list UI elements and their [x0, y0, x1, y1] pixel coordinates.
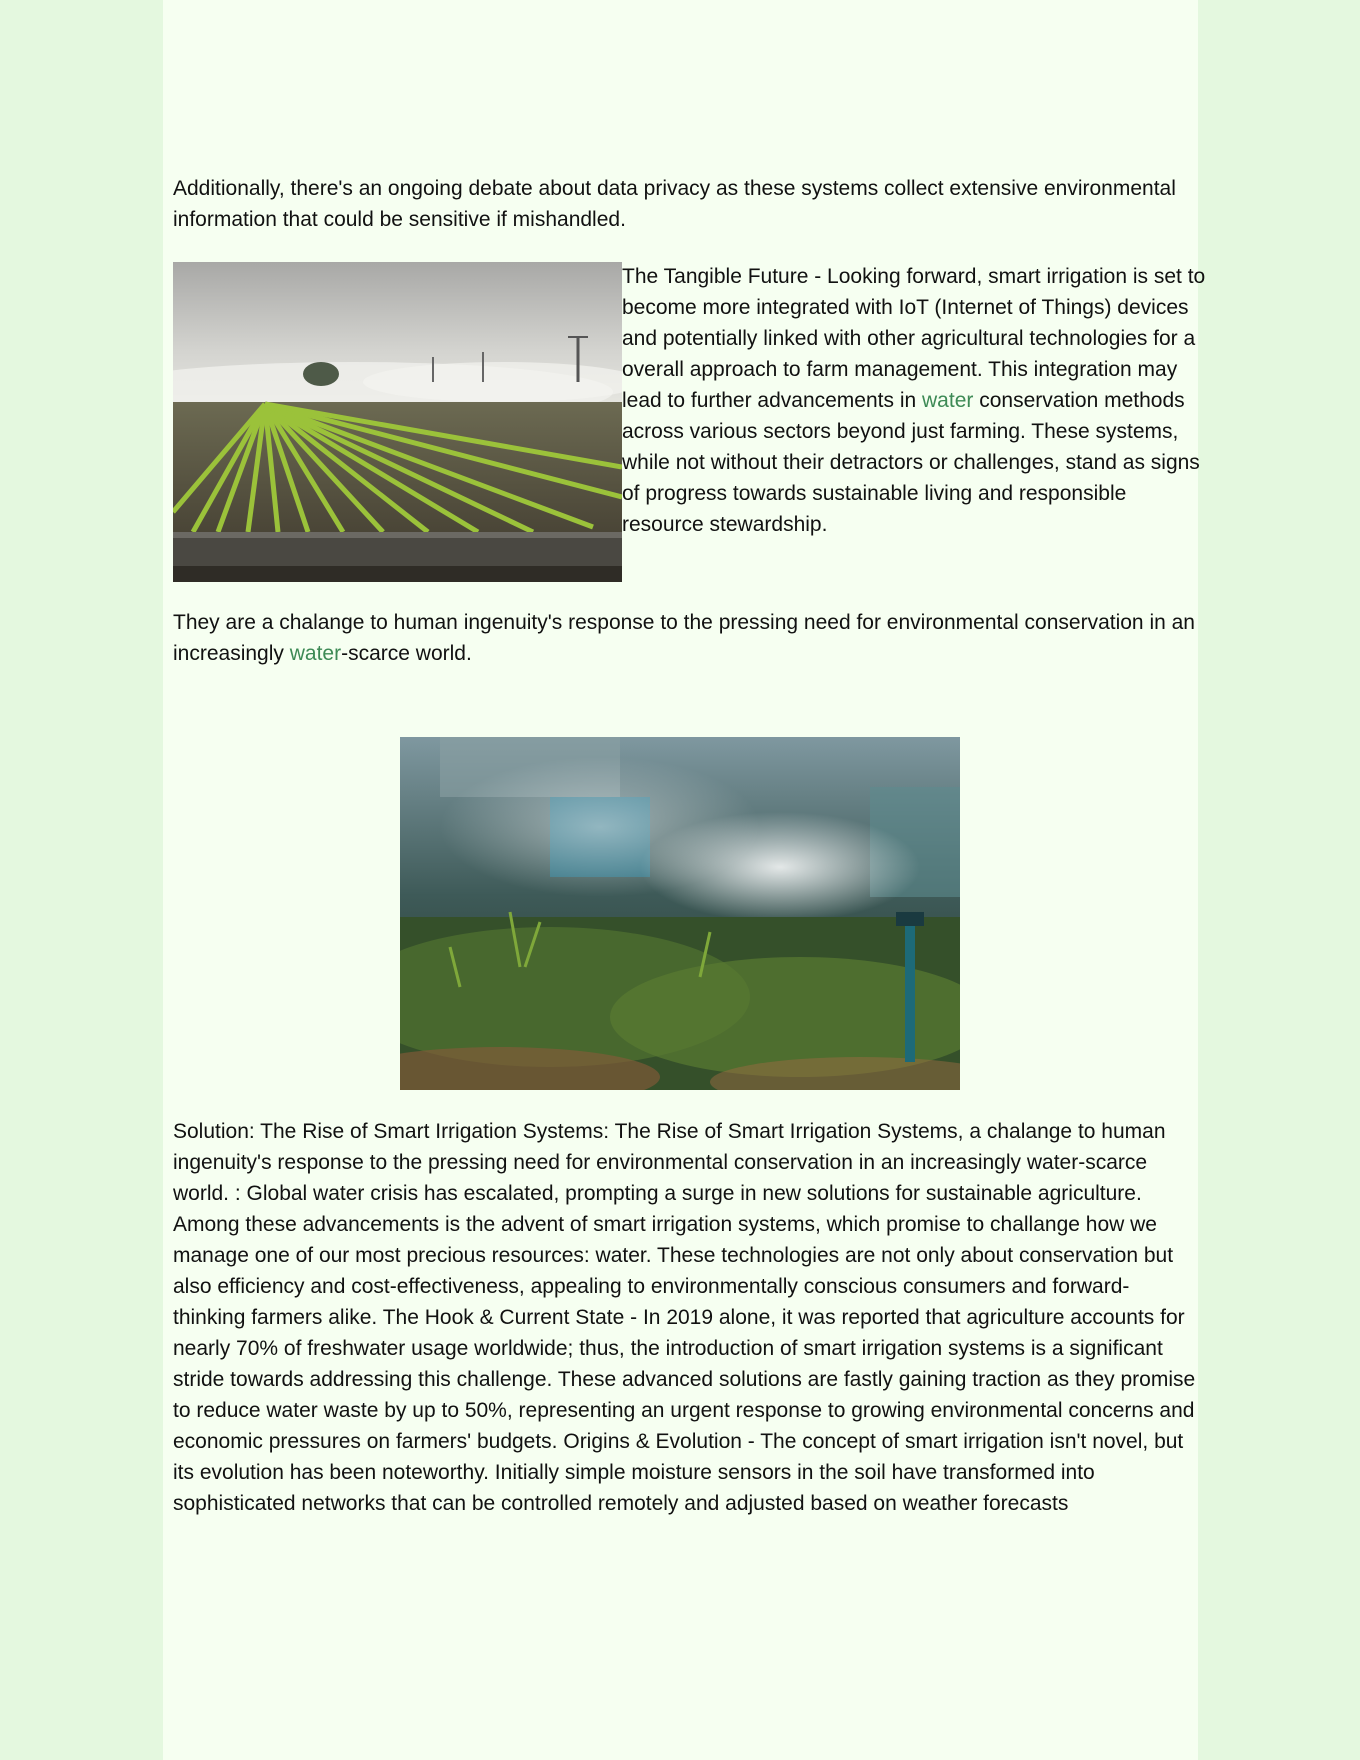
paragraph-tangible-future	[622, 261, 1207, 540]
paragraph-solution: Solution: The Rise of Smart Irrigation Systems: The Rise of Smart Irrigation Systems, a chalange to human ingenuity's response to the pressing need for environmental conservation in an increasingly water-scarce world. : Global water crisis has escalated, prompting a surge in new solutions for sustainable agriculture. Among these advancements is the advent of smart irrigation systems, which promise to challange how we manage one of our most precious resources: water. These technologies are not only about conservation but also efficiency and cost-effectiveness, appealing to environmentally conscious consumers and forward-thinking farmers alike. The Hook & Current State - In 2019 alone, it was reported that agriculture accounts for nearly 70% of freshwater usage worldwide; thus, the introduction of smart irrigation systems is a significant stride towards addressing this challenge. These advanced solutions are fastly gaining traction as they promise to reduce water waste by up to 50%, representing an urgent response to growing environmental concerns and economic pressures on farmers' budgets. Origins & Evolution - The concept of smart irrigation isn't novel, but its evolution has been noteworthy. Initially simple moisture sensors in the soil have transformed into sophisticated networks that can be controlled remotely and adjusted based on weather forecasts	[173, 1120, 1196, 1515]
paragraph-text: The Tangible Future - Looking forward, smart irrigation is set to become more integrated with IoT (Internet of Things) devices and potentially linked with other agricultural technologies for a overall approach to farm management. This integration may lead to further advancements in	[622, 265, 1206, 412]
paragraph-text: -scarce world.	[341, 642, 472, 665]
paragraph-text: They are a chalange to human ingenuity's response to the pressing need for environmental conservation in an increasingly	[173, 611, 1195, 665]
paragraph-chalange	[173, 607, 1198, 669]
page	[163, 0, 1206, 1760]
water-link[interactable]: water	[922, 389, 974, 412]
sprinkler-photo	[400, 737, 960, 1090]
water-link[interactable]: water	[289, 642, 342, 665]
paragraph-text: conservation methods across various sectors beyond just farming. These systems, while not without their detractors or challenges, stand as signs of progress towards sustainable living and responsible resource stewardship.	[622, 389, 1200, 536]
paragraph-data-privacy: Additionally, there's an ongoing debate about data privacy as these systems collect extensive environmental information that could be sensitive if mishandled.	[173, 177, 1176, 231]
field-irrigation-photo	[173, 262, 622, 582]
